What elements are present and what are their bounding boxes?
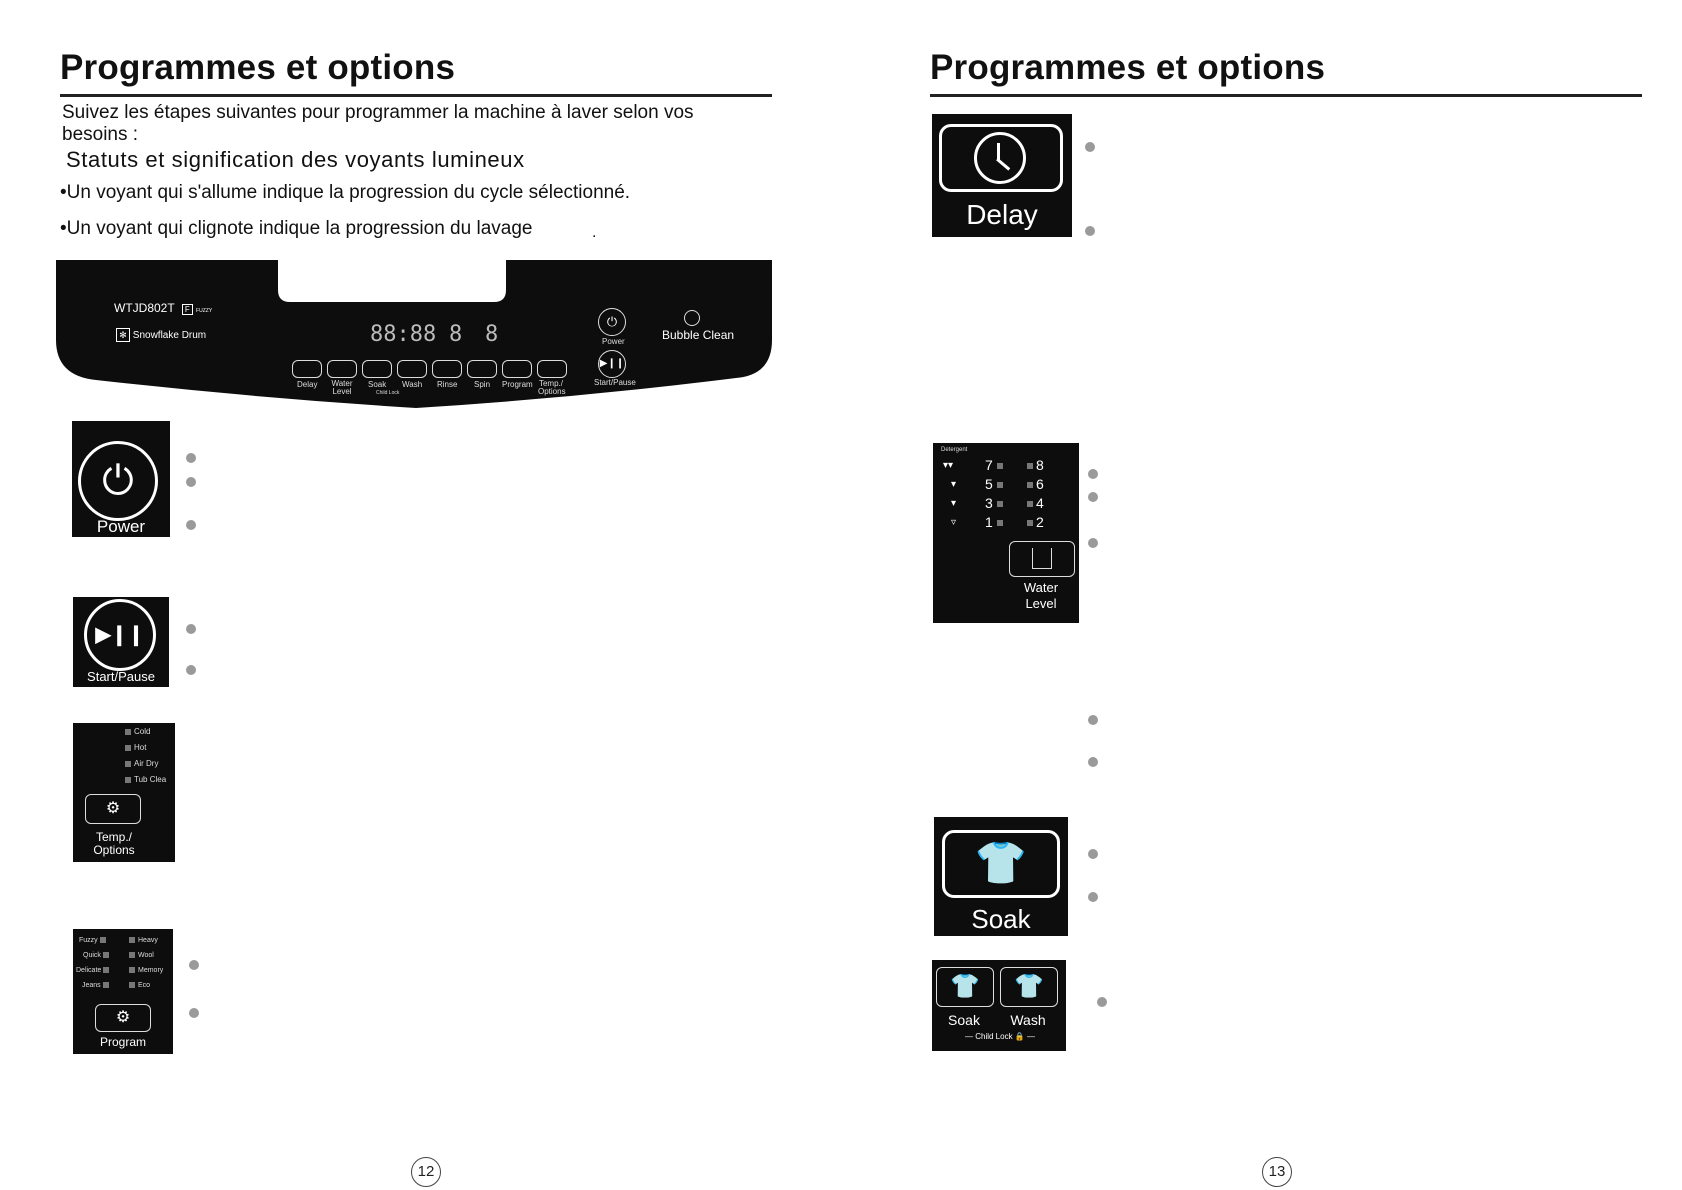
panel-button-row [292,360,592,400]
program-image-label: Program [99,1035,146,1049]
level-7: 7 [985,457,1006,473]
soak-bullet-2 [1088,892,1098,902]
panel-start-label: Start/Pause [594,378,636,387]
panel-digit-2: 8 [485,322,499,347]
panel-fuzzy: FUZZY [196,308,213,314]
child-lock-soak-label: Soak [948,1012,980,1028]
panel-bubble: Bubble Clean [662,328,735,342]
detergent-cup-icon-3: ▾ [951,498,957,509]
left-bullet-2 [60,218,532,240]
panel-power-button[interactable]: ⏻ [598,308,626,336]
right-title-rule [930,94,1642,97]
power-bullet-2 [186,477,196,487]
child-lock-soak-icon: 👕 [936,967,994,1007]
fuzzy-logo-icon: F [182,304,193,315]
child-lock-indicator: — Child Lock 🔒 — [964,1032,1036,1041]
panel-model [114,301,212,315]
program-heavy: Heavy [129,937,158,944]
water-bullet-4 [1088,715,1098,725]
delay-bullet-1 [1085,142,1095,152]
panel-soak-button[interactable] [362,360,392,378]
water-level-icon [1009,541,1075,577]
program-quick: Quick [83,952,112,959]
panel-label-rinse: Rinse [437,380,458,389]
start-pause-image [73,597,169,687]
panel-label-program: Program [502,380,533,389]
bullet-1-text: Un voyant qui s'allume indique la progression du cycle sélectionné. [66,182,631,203]
water-label-1: Water [1023,580,1059,595]
left-subtitle: Statuts et signification des voyants lumineux [66,147,525,172]
soak-image [934,817,1068,936]
panel-water-button[interactable] [327,360,357,378]
panel-digit-1: 8 [449,322,463,347]
temp-option-air-dry: Air Dry [125,759,158,768]
level-5: 5 [985,476,1006,492]
power-icon: ⏻ [78,441,158,521]
delay-image-label: Delay [966,199,1038,230]
water-bullet-3 [1088,538,1098,548]
program-bullet-2 [189,1008,199,1018]
panel-label-spin: Spin [474,380,491,389]
water-label-2: Level [1025,596,1057,611]
bubble-icon [684,310,700,326]
left-page-title: Programmes et options [60,48,456,87]
delay-image [932,114,1072,237]
bullet-marker: • [60,218,67,239]
panel-power-label: Power [602,337,625,346]
power-bullet-3 [186,520,196,530]
power-image-label: Power [96,517,146,536]
panel-child-lock: Child Lock [376,390,400,396]
right-page-title: Programmes et options [930,48,1326,87]
child-lock-image [932,960,1066,1051]
panel-wash-button[interactable] [397,360,427,378]
power-image [72,421,170,537]
control-panel-image [56,260,772,410]
left-bullet-1 [60,182,630,204]
start-bullet-1 [186,624,196,634]
level-2: 2 [1027,514,1044,530]
start-bullet-2 [186,665,196,675]
stray-dot: . [592,224,597,241]
panel-snowflake-text: Snowflake Drum [132,330,207,341]
temp-label-2: Options [93,843,135,857]
bullet-2-text: Un voyant qui clignote indique la progression du lavage [66,218,533,239]
play-pause-icon: ▶❙❙ [84,599,156,671]
detergent-cup-icon-1: ▾▾ [943,460,954,471]
program-fuzzy: Fuzzy [79,937,109,944]
program-image [73,929,173,1054]
temp-options-image [73,723,175,862]
water-level-image [933,443,1079,623]
program-delicate: Delicate [76,967,112,974]
clock-hand-minute [996,158,1010,171]
bullet-marker: • [60,182,67,203]
panel-label-soak: Soak [368,380,387,389]
soak-bullet-1 [1088,849,1098,859]
detergent-cup-icon-4: ▿ [951,517,957,528]
level-1: 1 [985,514,1006,530]
panel-label-delay: Delay [297,380,318,389]
program-wool: Wool [129,952,154,959]
child-lock-text: Child Lock [975,1032,1013,1041]
program-gear-icon: ⚙ [95,1004,151,1032]
level-3: 3 [985,495,1006,511]
power-bullet-1 [186,453,196,463]
clock-icon [974,132,1026,184]
program-bullet-1 [189,960,199,970]
temp-option-hot: Hot [125,743,146,752]
level-4: 4 [1027,495,1044,511]
child-lock-bullet-1 [1097,997,1107,1007]
detergent-label: Detergent [941,447,968,453]
temp-label-1: Temp./ [95,830,132,844]
panel-rinse-button[interactable] [432,360,462,378]
panel-temp-button[interactable] [537,360,567,378]
program-memory: Memory [129,967,163,974]
program-jeans: Jeans [82,982,112,989]
panel-display: 88:88 [370,322,437,347]
panel-label-wash: Wash [402,380,423,389]
panel-label-water: Water Level [331,379,353,396]
child-lock-wash-label: Wash [1010,1012,1046,1028]
water-bullet-2 [1088,492,1098,502]
delay-bullet-2 [1085,226,1095,236]
panel-start-button[interactable]: ▶❙❙ [598,350,626,378]
left-intro-text: Suivez les étapes suivantes pour programmer la machine à laver selon vos besoins : [62,102,694,145]
left-title-rule [60,94,772,97]
level-8: 8 [1027,457,1044,473]
program-eco: Eco [129,982,150,989]
snowflake-icon: ✻ [116,328,130,342]
panel-program-button[interactable] [502,360,532,378]
panel-snowflake [116,328,206,342]
temp-option-tub-clean: Tub Clea [125,775,166,784]
water-tank-icon [1032,548,1052,569]
soak-image-label: Soak [971,904,1031,934]
water-bullet-1 [1088,469,1098,479]
start-pause-image-label: Start/Pause [87,669,155,684]
temp-option-cold: Cold [125,727,150,736]
panel-spin-button[interactable] [467,360,497,378]
temp-options-gear-icon: ⚙ [85,794,141,824]
level-6: 6 [1027,476,1044,492]
lock-icon: 🔒 [1014,1032,1025,1041]
child-lock-wash-icon: 👕 [1000,967,1058,1007]
water-bullet-5 [1088,757,1098,767]
left-page-number: 12 [411,1157,441,1187]
right-page-number: 13 [1262,1157,1292,1187]
panel-delay-button[interactable] [292,360,322,378]
shirt-water-icon: 👕 [974,839,1028,886]
panel-label-temp: Temp./ Options [538,379,566,396]
detergent-cup-icon-2: ▾ [951,479,957,490]
panel-model-text: WTJD802T [114,301,175,315]
